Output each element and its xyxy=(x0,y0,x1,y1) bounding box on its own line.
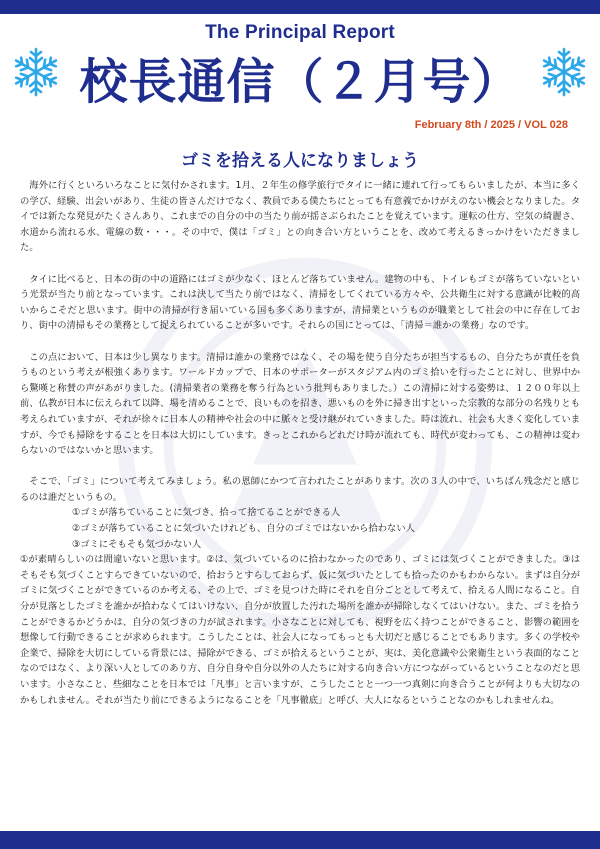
list-item: ①ゴミが落ちていることに気づき、拾って捨てることができる人 xyxy=(72,507,341,519)
paragraph: この点において、日本は少し異なります。清掃は誰かの業務ではなく、その場を使う自分たちが担当するもの、自分たちが責任を負うものという考えが根強くあります。ワールドカップで、日本のサポーターがスタジアム内のゴミ拾いを行ったことに対し、世界中から驚嘆と称賛の声があがりました。(清掃業者の業務を奪う行為という批判もありました。）この清掃に対する姿勢は、１２００年以上前、仏教が日本に伝えられて以降、場を清めることで、良いものを招き、悪いものを外に掃き出すといった宗教的な部分の名残りとも考えられていますが、それが徐々に日本人の精神や社会の中に脈々と受け継がれていきました。時は流れ、社会も大きく変化していますが、今でも掃除をすることを日本は大切にしています。きっとこれからどれだけ時が流れても、時代が変わっても、この精神は変わらないのではないかと思います。 xyxy=(20,351,580,457)
paragraph: 海外に行くといろいろなことに気付かされます。1月、２年生の修学旅行でタイに一緒に連れて行ってもらいましたが、本当に多くの学び、経験、出会いがあり、生徒の皆さんだけでなく、教員である僕たちにとっても有意義でかけがえのない機会となりました。タイでは新たな発見がたくさんあり、これまでの自分の中の当たり前が揺さぶられたことを覚えています。運転の仕方、空気の綺麗さ、水道から流れる水、電線の数・・・。その中で、僕は「ゴミ」との向き合い方ということを、改めて考えるきっかけをいただきました。 xyxy=(20,180,580,254)
paragraph: そこで、「ゴミ」について考えてみましょう。私の恩師にかつて言われたことがあります。次の３人の中で、いちばん残念だと感じるのは誰だというもの。 xyxy=(20,476,580,503)
report-title: The Principal Report xyxy=(205,22,395,43)
paragraph: ①が素晴らしいのは間違いないと思います。②は、気づいているのに拾わなかったのであり、ゴミには気づくことができました。③はそもそも気づくことすらできていないので、拾おうとすらしておらず、仮に気づいたとしても拾ったのかもわからない。まずは自分がゴミに気づくことができているのか考える、その上で、ゴミを見つけた時にそれを自分ごととして考えて、拾える人間になること。自分が見落としたゴミを誰かが拾わなくてはいけない、自分が放置した汚れた場所を誰かが掃除しなくてはいけない。また、ゴミを拾うことができるかどうかは、自分の気づきの力が試されます。小さなことに対しても、視野を広く持つことができること、影響の範囲を想像して行動できることが求められます。こうしたことは、社会人になってもっとも大切だと感じることでもあります。多くの学校や企業で、掃除を大切にしている背景には、掃除ができる、ゴミが拾えるということが、実は、美化意識や公衆衛生という表面的なことなのではなく、より深い人としてのあり方、自分自身や自分以外の人たちに対する向き合い方につながっているということなのだと思います。小さなこと、些細なことを日本では「凡事」と言いますが、こうしたことと一つ一つ真剣に向き合うことが何よりも大切なのかもしれません。それが当たり前にできるようになることを「凡事徹底」と呼び、大人になるということなのかもしれませんね。 xyxy=(20,554,580,706)
main-title: 校長通信（２月号） xyxy=(79,54,521,110)
issue-info: February 8th / 2025 / VOL 028 xyxy=(414,119,568,131)
article-body xyxy=(20,178,580,708)
top-border-bar xyxy=(0,0,600,14)
paragraph: タイに比べると、日本の街の中の道路にはゴミが少なく、ほとんど落ちていません。建物の中も、トイレもゴミが落ちていないという光景が当たり前となっています。これは決して当たり前ではなく、清掃をしてくれている方々や、公共衛生に対する意識が比較的高いからこそだと思います。街中の清掃が行き届いている国も多くありますが、清掃業というものが職業として社会の中に存在しており、街中の清掃もその業務として捉えられていることが多いです。それらの国にとっては、「清掃＝誰かの業務」なのです。 xyxy=(20,273,580,332)
list-item: ②ゴミが落ちていることに気づいたけれども、自分のゴミではないから拾わない人 xyxy=(72,523,415,535)
article-headline: ゴミを拾える人になりましょう xyxy=(181,151,419,171)
bottom-border-bar xyxy=(0,831,600,849)
list-item: ③ゴミにそもそも気づかない人 xyxy=(72,538,202,550)
option-list xyxy=(20,505,580,552)
